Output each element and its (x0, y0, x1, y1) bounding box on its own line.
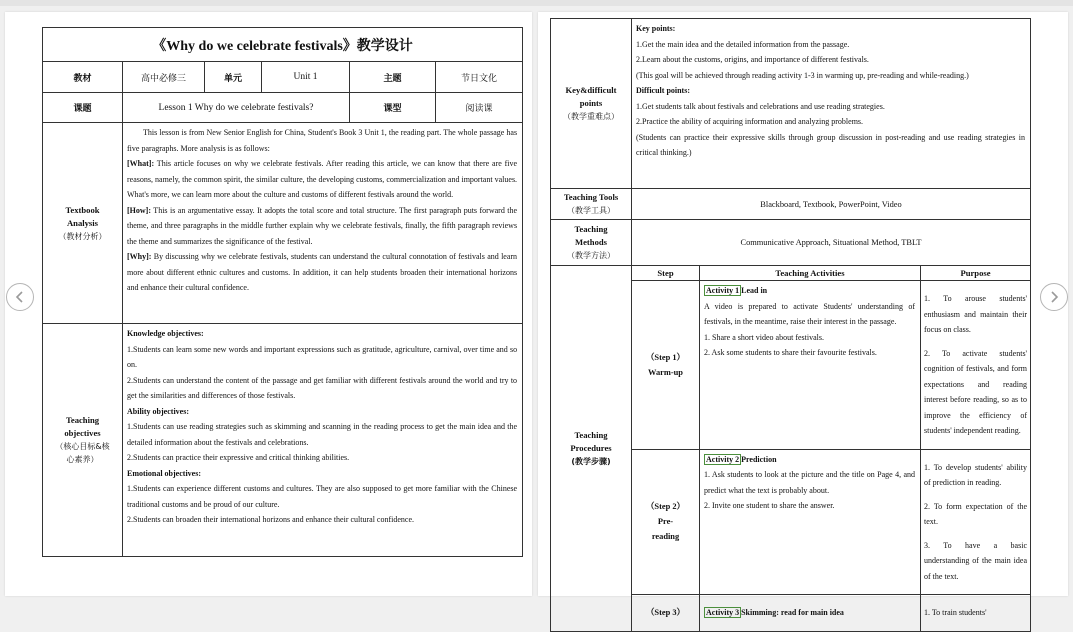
unit-label: 单元 (205, 62, 262, 93)
textbook-analysis-label: Textbook Analysis （教材分析） (43, 123, 123, 324)
document-page-2 (538, 12, 1068, 618)
theme-label: 主题 (350, 62, 436, 93)
teaching-tools-value: Blackboard, Textbook, PowerPoint, Video (632, 189, 1031, 220)
column-header-step: Step (632, 266, 700, 281)
step-2-label: （Step 2） Pre- reading (632, 449, 700, 595)
top-bar (0, 0, 1073, 6)
step-3-label: （Step 3） (632, 595, 700, 632)
textbook-value: 高中必修三 (123, 62, 205, 93)
textbook-label: 教材 (43, 62, 123, 93)
teaching-methods-label: Teaching Methods （教学方法） (551, 220, 632, 266)
chevron-left-icon (13, 290, 27, 304)
theme-value: 节日文化 (436, 62, 523, 93)
teaching-objectives-content: Knowledge objectives: 1.Students can learn some new words and important expressions such as gratitude, agriculture, carnival, over time and so on. 2.Students can understand the content of the passage and get familiar with different festivals around the world and try to get the similarities and differences of those festivals. Ability objectives: 1.Students can use reading strategies such as skimming and scanning in the reading process to get the main idea and the detailed information about the festivals and celebrations. 2.Students can practice their expressive and critical thinking abilities. Emotional objectives: 1.Students can experience different customs and cultures. They are also supposed to get more familiar with the Chinese traditional customs and be proud of our culture. 2.Students can broaden their international horizons and enhance their cultural confidence. (123, 324, 523, 557)
key-difficult-points-label: Key&difficult points （教学重难点） (551, 19, 632, 189)
step-2-activities: Activity 2 Prediction 1. Ask students to look at the picture and the title on Page 4, and predict what the text is probably about. 2. Invite one student to share the answer. (700, 449, 921, 595)
teaching-objectives-label: Teaching objectives （核心目标&核 心素养） (43, 324, 123, 557)
teaching-tools-label: Teaching Tools （教学工具） (551, 189, 632, 220)
prev-page-button[interactable] (6, 283, 34, 311)
next-page-button[interactable] (1040, 283, 1068, 311)
step-3-purpose: 1. To train students' (921, 595, 1031, 632)
activity-2-tag: Activity 2 (706, 454, 740, 464)
column-header-activities: Teaching Activities (700, 266, 921, 281)
topic-label: 课题 (43, 93, 123, 123)
step-2-purpose: 1. To develop students' ability of prediction in reading. 2. To form expectation of the text. 3. To have a basic understanding of the main idea of the text. (921, 449, 1031, 595)
step-1-activities: Activity 1 Lead in A video is prepared to activate Students' understanding of festivals, in the meantime, raise their interest in the passage. 1. Share a short video about festivals. 2. Ask some students to share their favourite festivals. (700, 281, 921, 450)
teaching-methods-value: Communicative Approach, Situational Method, TBLT (632, 220, 1031, 266)
activity-1-tag: Activity 1 (706, 286, 740, 295)
lesson-design-table (42, 27, 523, 557)
column-header-purpose: Purpose (921, 266, 1031, 281)
topic-value: Lesson 1 Why do we celebrate festivals? (123, 93, 350, 123)
step-1-purpose: 1. To arouse students' enthusiasm and maintain their focus on class. 2. To activate students' cognition of festivals, and form expectations and reading interest before reading, so as to improve the efficiency of students' independent reading. (921, 281, 1031, 450)
document-page-1 (5, 12, 532, 596)
lesson-type-label: 课型 (350, 93, 436, 123)
step-1-label: （Step 1） Warm-up (632, 281, 700, 450)
step-3-activities: Activity 3 Skimming: read for main idea (700, 595, 921, 632)
lesson-procedure-table (550, 18, 1031, 632)
document-title: 《Why do we celebrate festivals》教学设计 (43, 28, 523, 62)
unit-value: Unit 1 (262, 62, 350, 93)
key-difficult-points-content: Key points: 1.Get the main idea and the detailed information from the passage. 2.Learn about the customs, origins, and importance of different festivals. (This goal will be achieved through reading activity 1-3 in warming up, pre-reading and while-reading.) Difficult points: 1.Get students talk about festivals and celebrations and use reading strategies. 2.Practice the ability of acquiring information and analyzing problems. (Students can practice their expressive skills through group discussion in post-reading and use reading strategies in critical thinking.) (632, 19, 1031, 189)
teaching-procedures-label: Teaching Procedures (教学步骤) (551, 266, 632, 632)
activity-3-tag: Activity 3 (706, 608, 740, 617)
lesson-type-value: 阅读课 (436, 93, 523, 123)
textbook-analysis-content: This lesson is from New Senior English for China, Student's Book 3 Unit 1, the reading part. The whole passage has five paragraphs. More analysis is as follows: [What]: This article focuses on why we celebrate festivals. After reading this article, we can know that there are five reasons, namely, the common spirit, the similar culture, the developing customs, commercialization and important values. What's more, we can learn more about the culture and customs of different festivals around the world. [How]: This is an argumentative essay. It adopts the total score and total structure. The first paragraph puts forward the theme, and three paragraphs in the middle further explain why we celebrate festivals, finally, the fifth paragraph reviews the theme and summarizes the significance of the festival. [Why]: By discussing why we celebrate festivals, students can understand the cultural connotation of festivals and learn more about different ethnic cultures and customs. In addition, it can help students broaden their international horizons and enhance their cultural confidence. (123, 123, 523, 324)
chevron-right-icon (1047, 290, 1061, 304)
